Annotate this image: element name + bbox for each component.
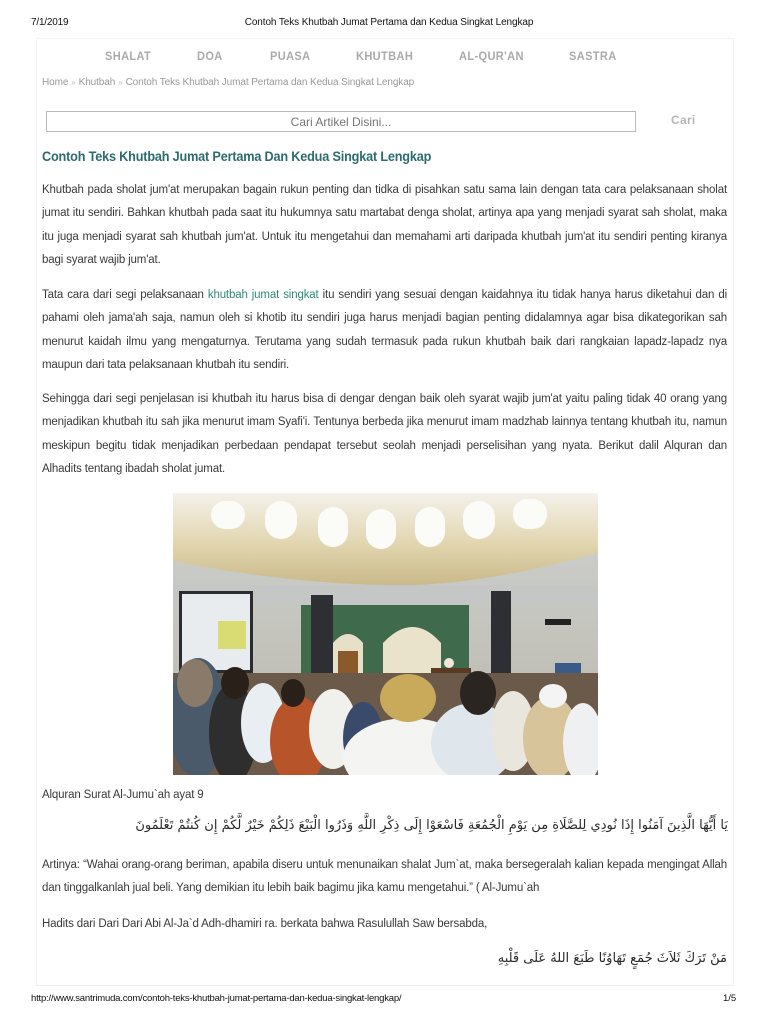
print-date: 7/1/2019 — [31, 17, 69, 28]
nav-item-sastra[interactable]: SASTRA — [569, 49, 617, 63]
article-paragraph-2 — [42, 284, 727, 377]
breadcrumb-separator: » — [71, 78, 76, 87]
quran-reference-label: Alquran Surat Al-Jumu`ah ayat 9 — [42, 789, 204, 801]
link-khutbah-jumat-singkat[interactable]: khutbah jumat singkat — [207, 289, 319, 301]
verse-translation: Artinya: “Wahai orang-orang beriman, apabila diseru untuk menunaikan shalat Jum`at, maka bersegeralah kalian kepada mengingat Allah dan tinggalkanlah jual beli. Yang demikian itu lebih baik bagimu jika kamu mengetahui.” ( Al-Jumu`ah — [42, 859, 727, 895]
article-title: Contoh Teks Khutbah Jumat Pertama Dan Kedua Singkat Lengkap — [42, 149, 432, 164]
hadith-arabic: مَنْ تَرَكَ ثَلاَثَ جُمَعٍ تَهَاوُنًا طَبَعَ اللهُ عَلَى قَلْبِهِ — [497, 951, 727, 966]
nav-item-al-quran[interactable]: AL-QUR'AN — [459, 49, 524, 63]
print-header — [0, 17, 768, 31]
paragraph-text: Tata cara dari segi pelaksanaan — [42, 289, 208, 301]
article-paragraph-3: Sehingga dari segi penjelasan isi khutbah itu harus bisa di dengar dengan baik oleh syarat wajib jum'at yaitu paling tidak 40 orang yang menjadikan khutbah itu sah jika menurut imam Syafi'i. Tentunya berbeda jika menurut imam madzhab lainnya tentang khutbah itu, namun meskipun begitu tidak menjadikan perbedaan pendapat tersebut seolah menjadi perselisihan yang nyata. Berikut dalil Alquran dan Alhadits tentang ibadah sholat jumat. — [42, 393, 727, 475]
nav-item-puasa[interactable]: PUASA — [270, 49, 311, 63]
hadith-intro: Hadits dari Dari Dari Abi Al-Ja`d Adh-dhamiri ra. berkata bahwa Rasulullah Saw bersabda, — [42, 918, 488, 930]
page-number: 1/5 — [723, 993, 737, 1004]
nav-item-shalat[interactable]: SHALAT — [105, 49, 152, 63]
quran-verse-arabic: يَا أَيُّهَا الَّذِينَ آمَنُوا إِذَا نُودِي لِلصَّلَاةِ مِن يَوْمِ الْجُمُعَةِ فَاسْعَوْا إِلَى ذِكْرِ اللَّهِ وَذَرُوا الْبَيْعَ ذَلِكُمْ خَيْرٌ لَّكُمْ إِن كُنتُمْ تَعْلَمُونَ — [135, 818, 728, 833]
breadcrumb-separator: » — [118, 78, 123, 87]
breadcrumb-current: Contoh Teks Khutbah Jumat Pertama dan Kedua Singkat Lengkap — [125, 77, 415, 88]
main-nav — [0, 46, 768, 68]
breadcrumb — [42, 77, 414, 88]
nav-item-doa[interactable]: DOA — [197, 49, 223, 63]
page-url: http://www.santrimuda.com/contoh-teks-khutbah-jumat-pertama-dan-kedua-singkat-lengkap/ — [31, 993, 402, 1004]
print-page-title: Contoh Teks Khutbah Jumat Pertama dan Kedua Singkat Lengkap — [244, 17, 534, 28]
breadcrumb-category[interactable]: Khutbah — [78, 77, 116, 88]
article-paragraph-1: Khutbah pada sholat jum'at merupakan bagain rukun penting dan tidka di pisahkan satu sama lain dengan tata cara pelaksanaan sholat jumat itu sendiri. Bahkan khutbah pada saat itu hukumnya satu martabat denga sholat, artinya apa yang menjadi syarat sah sholat, maka itu juga menjadi syarat sah khutbah jum'at. Untuk itu mengetahui dan memahami arti daripada khutbah jum'at itu sendiri penting kiranya bagi syarat wajib jum'at. — [42, 184, 727, 266]
search-input[interactable] — [46, 111, 636, 132]
search-button[interactable]: Cari — [671, 113, 696, 127]
paragraph-text: itu sendiri yang sesuai dengan kaidahnya itu tidak hanya harus diketahui dan di pahami oleh jama'ah saja, namun oleh si khotib itu sendiri juga harus menjadi bagian penting didalamnya agar bisa dikategorikan sah menurut kaidah ilmu yang mengaturnya. Terutama yang sudah termasuk pada rukun khutbah baik dari rangkaian lapadz-lapadz nya maupun dari tata pelaksanaan khutbah itu sendiri. — [42, 289, 727, 371]
breadcrumb-home[interactable]: Home — [42, 77, 69, 88]
mosque-photo — [173, 493, 598, 775]
nav-item-khutbah[interactable]: KHUTBAH — [356, 49, 414, 63]
